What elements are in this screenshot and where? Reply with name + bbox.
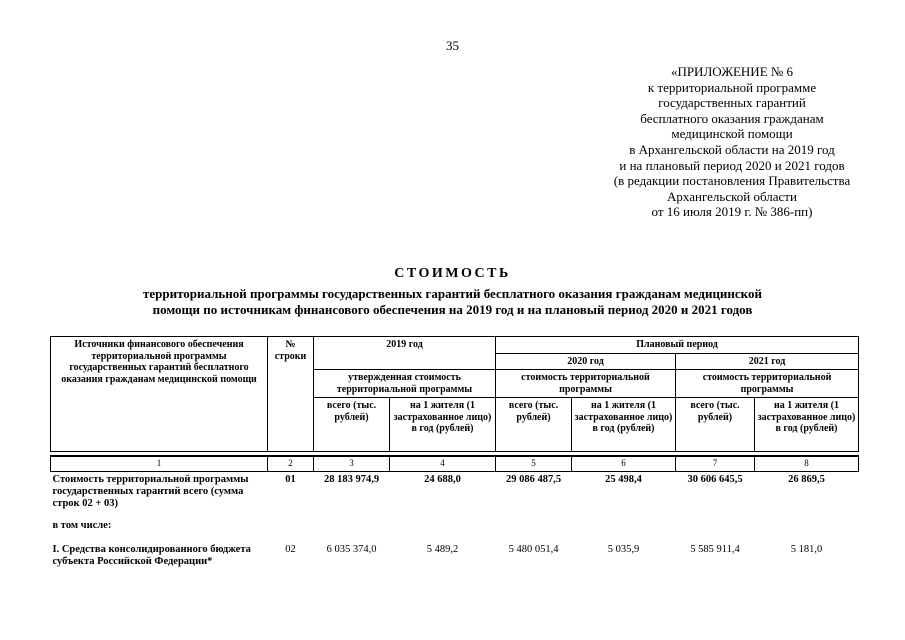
column-number: 3	[314, 456, 390, 471]
column-number: 4	[390, 456, 496, 471]
row-value: 5 035,9	[607, 543, 640, 555]
row-value: 5 480 051,4	[508, 543, 559, 555]
column-number: 7	[676, 456, 755, 471]
appendix-line: в Архангельской области на 2019 год	[629, 141, 835, 157]
row-value: 30 606 645,5	[687, 473, 743, 485]
row-label: Стоимость территориальной программы государственных гарантий всего (сумма строк 02 + 03)	[52, 473, 249, 509]
appendix-line: бесплатного оказания гражданам	[640, 110, 824, 126]
column-number: 2	[268, 456, 314, 471]
financing-table	[50, 336, 859, 576]
table-row	[51, 518, 859, 542]
header-per-capita-2020: на 1 жителя (1 застрахованное лицо) в год (рублей)	[572, 398, 676, 452]
column-number: 8	[755, 456, 859, 471]
document-subtitle	[60, 286, 845, 318]
header-year-2021: 2021 год	[676, 353, 859, 370]
header-approved-cost: утвержденная стоимость территориальной программы	[314, 370, 496, 398]
appendix-line: и на плановый период 2020 и 2021 годов	[619, 157, 845, 173]
row-label: I. Средства консолидированного бюджета субъекта Российской Федерации*	[52, 543, 251, 567]
row-code: 01	[285, 473, 296, 485]
page-number: 35	[446, 38, 459, 53]
header-row-number: № строки	[268, 337, 314, 452]
header-total-2019: всего (тыс. рублей)	[314, 398, 390, 452]
row-value: 26 869,5	[788, 473, 825, 485]
column-number: 1	[51, 456, 268, 471]
row-value: 5 585 911,4	[690, 543, 740, 555]
header-per-capita-2019: на 1 жителя (1 застрахованное лицо) в год (рублей)	[390, 398, 496, 452]
header-sources: Источники финансового обеспечения территориальной программы государственных гарантий бесплатного оказания гражданам медицинской помощи	[51, 337, 268, 452]
subtitle-line: территориальной программы государственных гарантий бесплатного оказания гражданам медицинской	[142, 286, 762, 301]
header-total-2021: всего (тыс. рублей)	[676, 398, 755, 452]
appendix-line: Архангельской области	[667, 188, 797, 204]
header-total-2020: всего (тыс. рублей)	[496, 398, 572, 452]
row-value: 6 035 374,0	[326, 543, 377, 555]
appendix-line: от 16 июля 2019 г. № 386-пп)	[651, 204, 813, 220]
row-value: 25 498,4	[605, 473, 642, 485]
table-row	[51, 471, 859, 518]
appendix-line: к территориальной программе	[647, 79, 817, 95]
appendix-line: государственных гарантий	[658, 95, 806, 111]
header-planned-period: Плановый период	[496, 337, 859, 354]
header-year-2020: 2020 год	[496, 353, 676, 370]
document-title: СТОИМОСТЬ	[394, 266, 511, 281]
row-value: 28 183 974,9	[323, 473, 380, 485]
subtitle-line: помощи по источникам финансового обеспечения на 2019 год и на плановый период 2020 и 2021 годов	[152, 302, 753, 317]
row-value: 24 688,0	[424, 473, 461, 485]
column-numbers-row	[51, 456, 859, 471]
appendix-line: «ПРИЛОЖЕНИЕ № 6	[670, 64, 794, 79]
row-code: 02	[285, 543, 296, 555]
appendix-line: медицинской помощи	[671, 126, 793, 142]
header-program-cost-2021: стоимость территориальной программы	[676, 370, 859, 398]
appendix-line: (в редакции постановления Правительства	[613, 173, 851, 189]
row-value: 5 181,0	[790, 543, 823, 555]
table-row	[51, 542, 859, 576]
appendix-header	[582, 64, 882, 220]
header-year-2019: 2019 год	[314, 337, 496, 370]
header-program-cost-2020: стоимость территориальной программы	[496, 370, 676, 398]
row-value: 5 489,2	[426, 543, 459, 555]
column-number: 5	[496, 456, 572, 471]
header-per-capita-2021: на 1 жителя (1 застрахованное лицо) в год (рублей)	[755, 398, 859, 452]
column-number: 6	[572, 456, 676, 471]
row-label: в том числе:	[52, 519, 112, 531]
row-value: 29 086 487,5	[505, 473, 562, 485]
